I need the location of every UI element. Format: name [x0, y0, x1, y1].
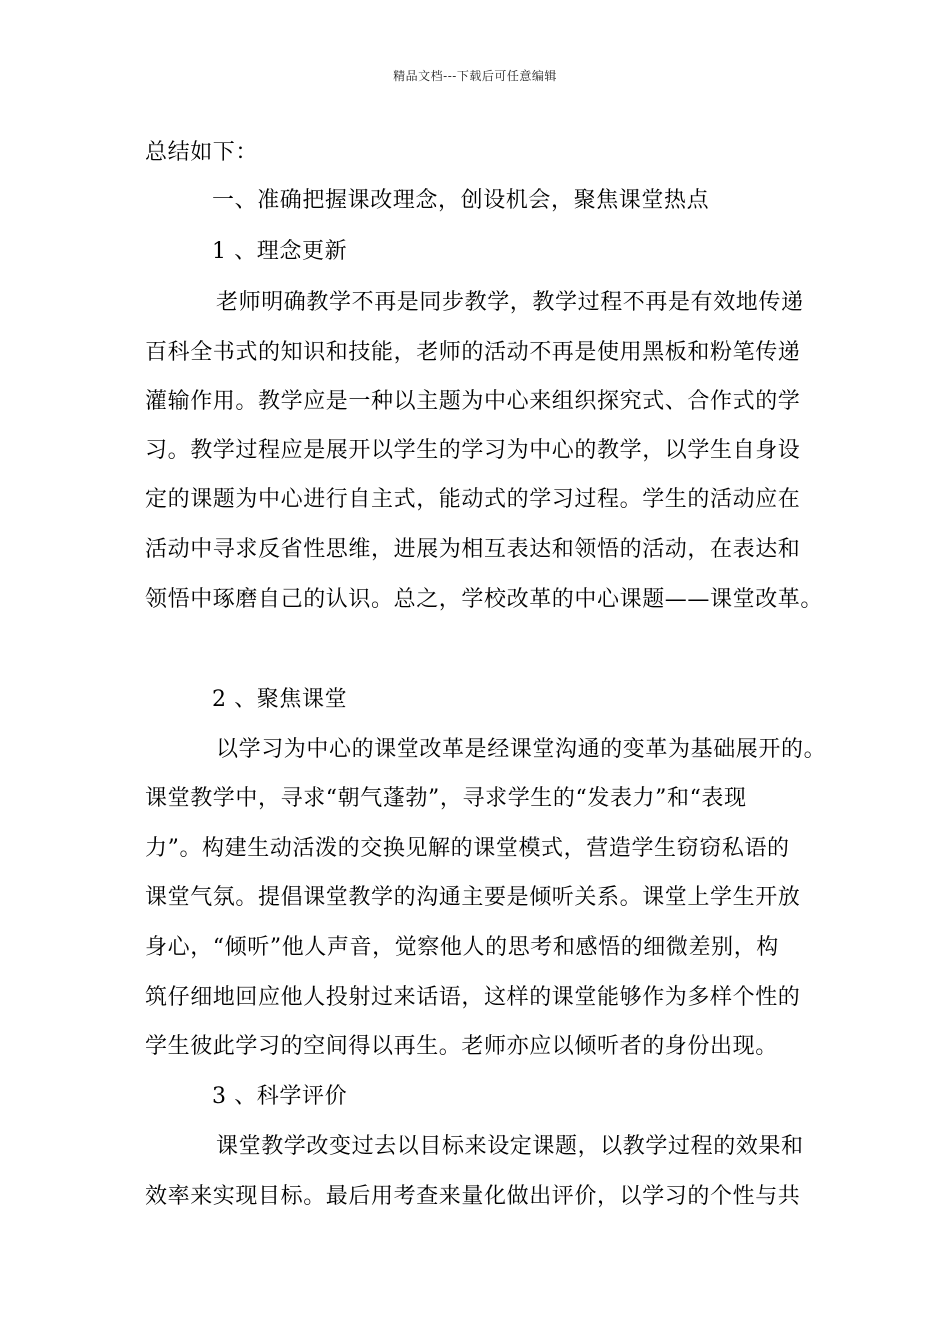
summary-intro: 总结如下： — [145, 140, 259, 165]
subheading-concept-update: 1 、理念更新 — [212, 239, 348, 264]
paragraph-line: 老师明确教学不再是同步教学，教学过程不再是有效地传递 — [216, 290, 804, 315]
paragraph-line: 课堂教学中，寻求“朝气蓬勃”，寻求学生的“发表力”和“表现 — [145, 786, 747, 811]
paragraph-line: 筑仔细地回应他人投射过来话语，这样的课堂能够作为多样个性的 — [145, 985, 801, 1010]
paragraph-line: 效率来实现目标。最后用考查来量化做出评价，以学习的个性与共 — [145, 1184, 801, 1209]
paragraph-line: 活动中寻求反省性思维，进展为相互表达和领悟的活动，在表达和 — [145, 537, 801, 562]
subheading-focus-classroom: 2 、聚焦课堂 — [212, 687, 348, 712]
paragraph-line: 身心，“倾听”他人声音，觉察他人的思考和感悟的细微差别，构 — [145, 935, 779, 960]
paragraph-line: 定的课题为中心进行自主式，能动式的学习过程。学生的活动应在 — [145, 487, 801, 512]
paragraph-line: 学生彼此学习的空间得以再生。老师亦应以倾听者的身份出现。 — [145, 1034, 778, 1059]
subheading-scientific-evaluation: 3 、科学评价 — [212, 1084, 348, 1109]
paragraph-line: 课堂教学改变过去以目标来设定课题，以教学过程的效果和 — [216, 1134, 804, 1159]
section-heading-1: 一、准确把握课改理念，创设机会，聚焦课堂热点 — [212, 188, 710, 213]
paragraph-line: 领悟中琢磨自己的认识。总之，学校改革的中心课题——课堂改革。 — [145, 587, 824, 612]
page-header: 精品文档---下载后可任意编辑 — [393, 69, 557, 83]
paragraph-line: 习。教学过程应是展开以学生的学习为中心的教学，以学生自身设 — [145, 438, 801, 463]
paragraph-line: 以学习为中心的课堂改革是经课堂沟通的变革为基础展开的。 — [216, 737, 827, 762]
paragraph-line: 百科全书式的知识和技能，老师的活动不再是使用黑板和粉笔传递 — [145, 340, 801, 365]
paragraph-line: 力”。构建生动活泼的交换见解的课堂模式，营造学生窃窃私语的 — [145, 836, 790, 861]
paragraph-line: 课堂气氛。提倡课堂教学的沟通主要是倾听关系。课堂上学生开放 — [145, 885, 801, 910]
paragraph-line: 灌输作用。教学应是一种以主题为中心来组织探究式、合作式的学 — [145, 389, 801, 414]
